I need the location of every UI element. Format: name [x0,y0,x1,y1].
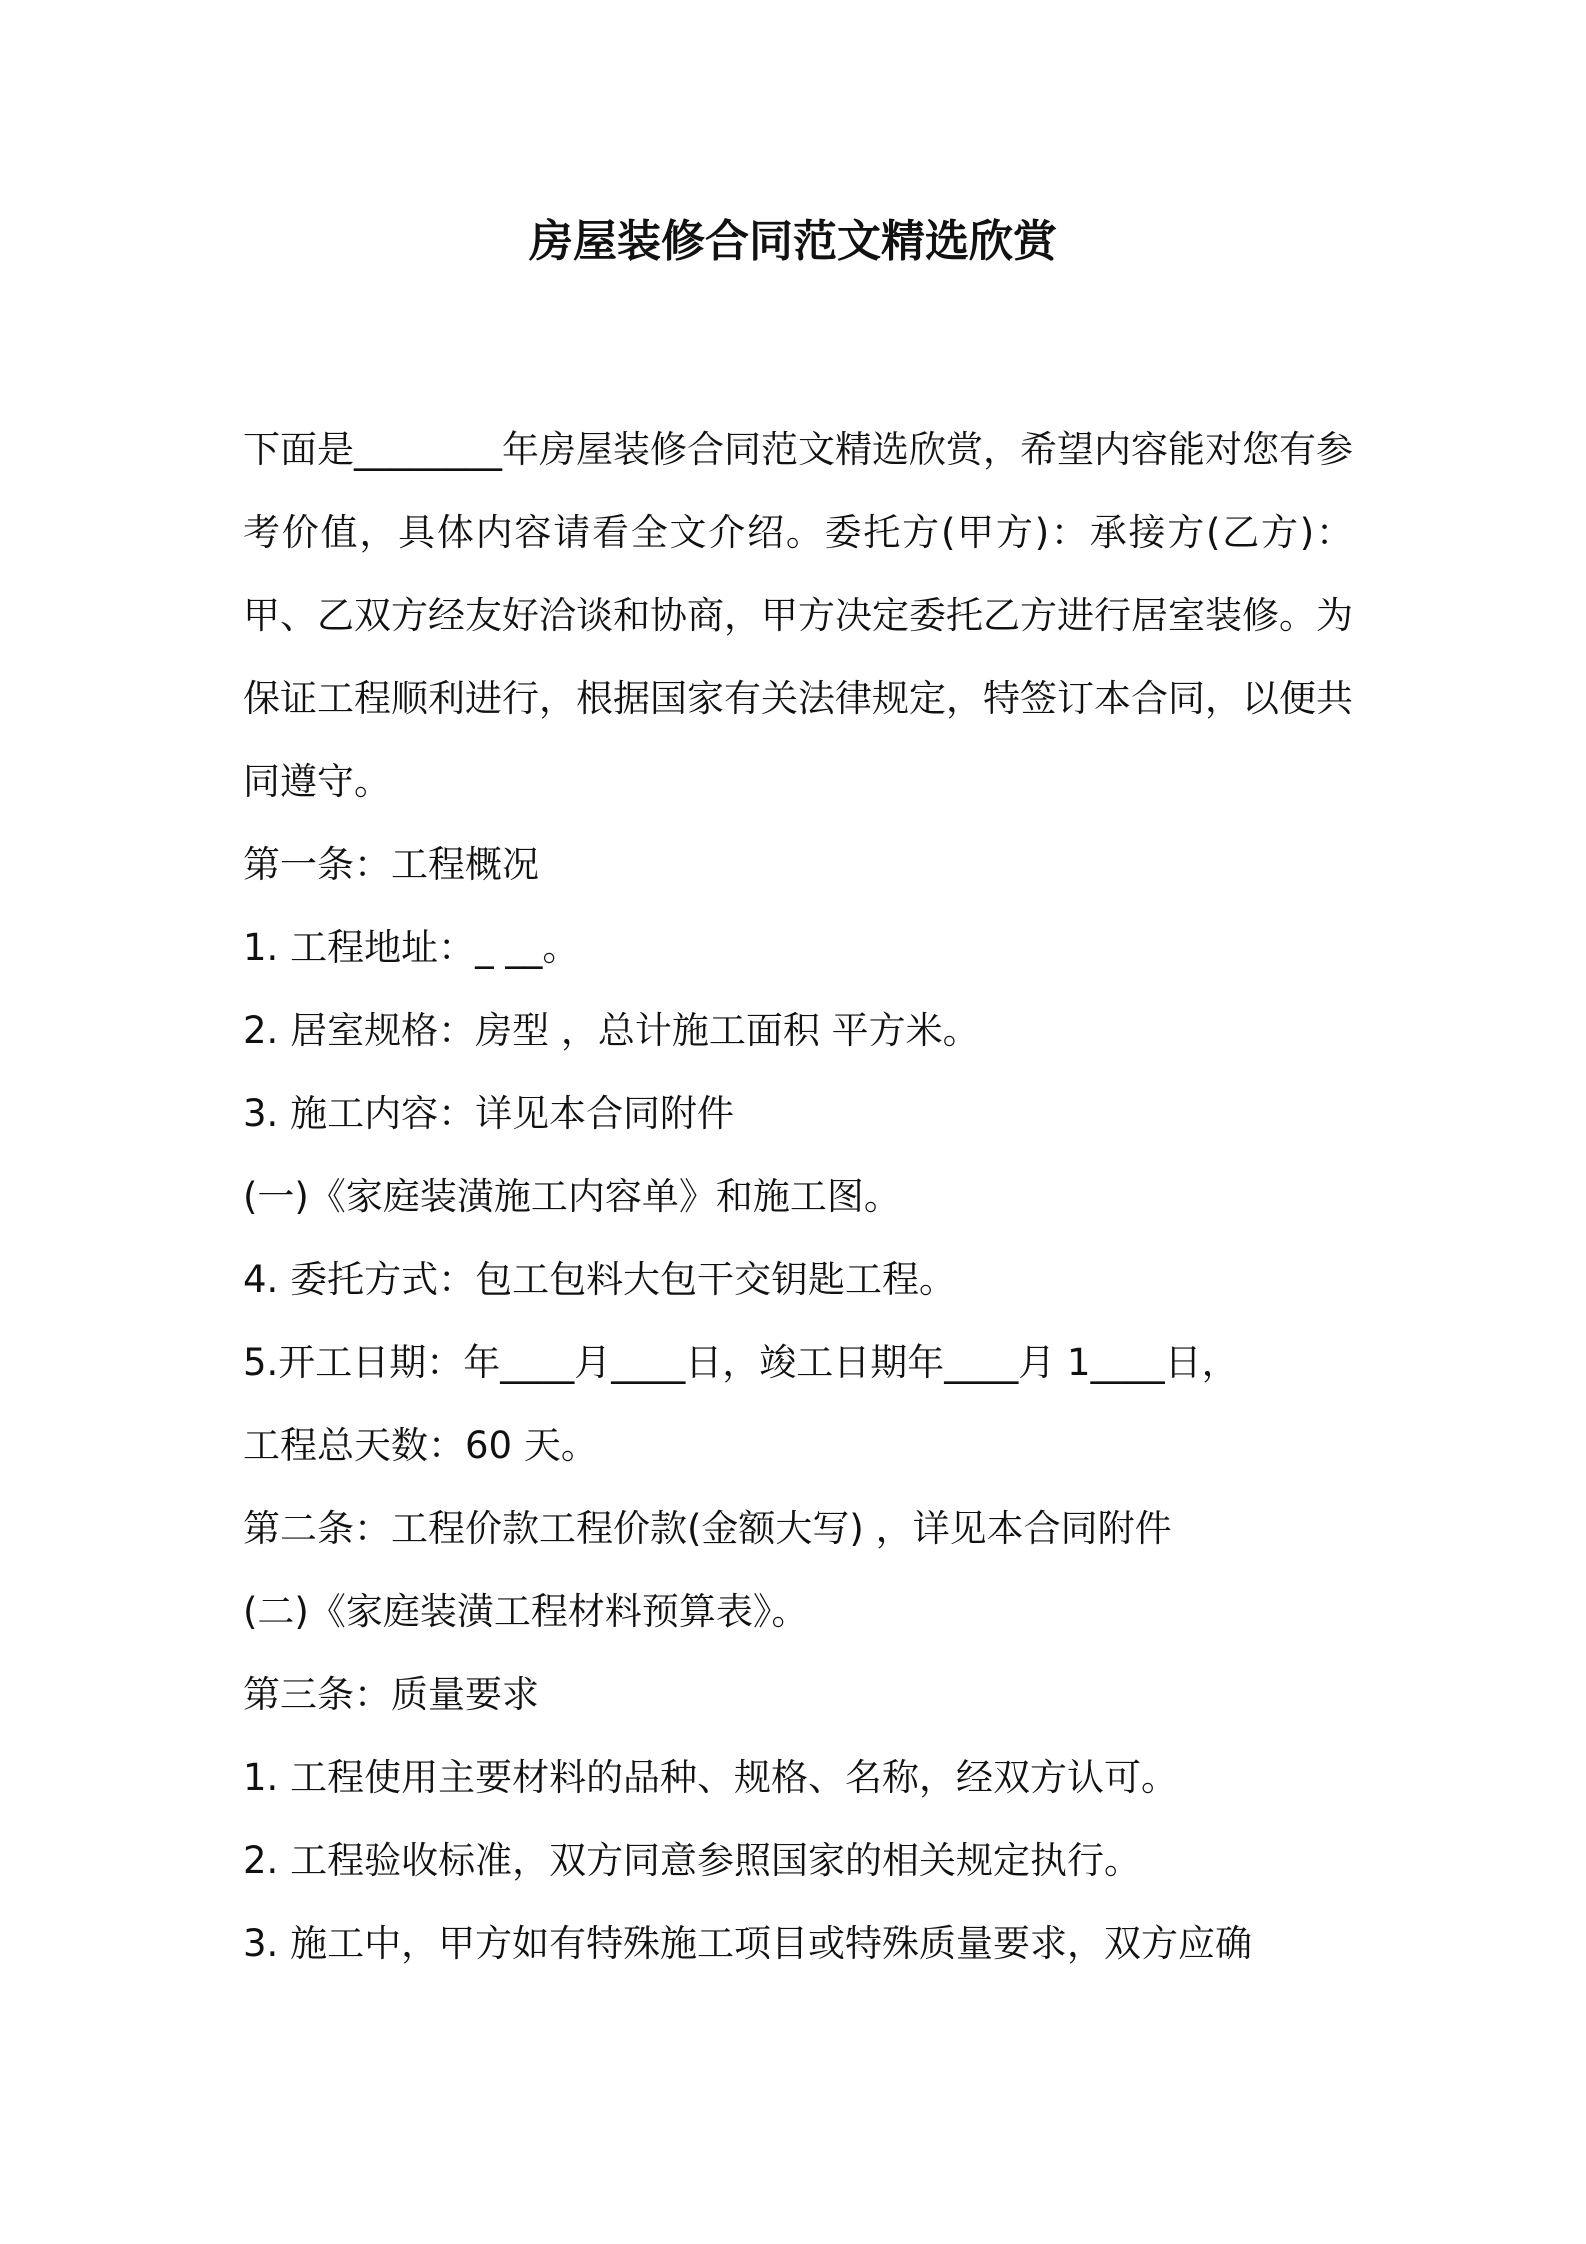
attachment-1: (一)《家庭装潢施工内容单》和施工图。 [243,1175,901,1218]
item-construction-content: 3. 施工内容：详见本合同附件 [243,1092,735,1135]
item-materials: 1. 工程使用主要材料的品种、规格、名称，经双方认可。 [243,1756,1179,1799]
item-project-address: 1. 工程地址：_ __。 [243,926,580,969]
article-3-heading: 第三条：质量要求 [243,1673,539,1716]
item-total-days: 工程总天数：60 天。 [243,1424,598,1467]
document-body [243,408,1353,1985]
attachment-2: (二)《家庭装潢工程材料预算表》。 [243,1590,809,1633]
article-1-heading: 第一条：工程概况 [243,843,539,886]
item-room-spec: 2. 居室规格：房型 ，总计施工面积 平方米。 [243,1009,980,1052]
intro-paragraph: 下面是________年房屋装修合同范文精选欣赏，希望内容能对您有参考价值，具体内容请看全文介绍。委托方(甲方)：承接方(乙方)：甲、乙双方经友好洽谈和协商，甲方决定委托乙方进行居室装修。为保证工程顺利进行，根据国家有关法律规定，特签订本合同，以便共同遵守。 [243,428,1353,803]
item-start-date: 5.开工日期：年____月____日，竣工日期年____月 1____日， [243,1341,1239,1384]
item-commission-method: 4. 委托方式：包工包料大包干交钥匙工程。 [243,1258,957,1301]
document-title: 房屋装修合同范文精选欣赏 [529,216,1057,267]
item-acceptance-standard: 2. 工程验收标准，双方同意参照国家的相关规定执行。 [243,1839,1142,1882]
article-2-heading: 第二条：工程价款工程价款(金额大写) ，详见本合同附件 [243,1507,1172,1550]
item-special-requirements: 3. 施工中，甲方如有特殊施工项目或特殊质量要求，双方应确 [243,1922,1253,1965]
